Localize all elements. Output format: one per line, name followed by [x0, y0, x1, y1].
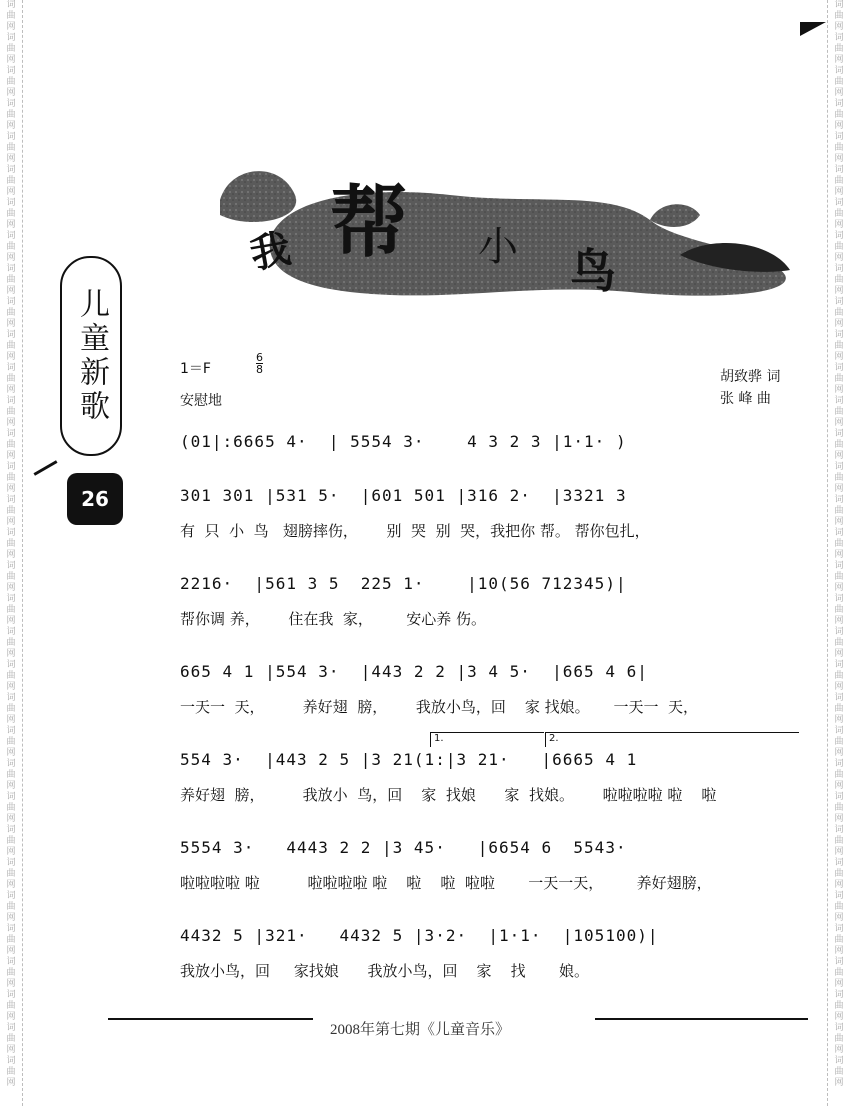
- watermark-char: 词: [6, 627, 16, 637]
- watermark-char: 网: [6, 1045, 16, 1055]
- watermark-char: 曲: [834, 902, 844, 912]
- watermark-char: 曲: [834, 473, 844, 483]
- watermark-char: 网: [6, 352, 16, 362]
- watermark-char: 网: [6, 847, 16, 857]
- watermark-char: 词: [834, 528, 844, 538]
- watermark-char: 曲: [6, 902, 16, 912]
- composer-credit: 张 峰 曲: [720, 391, 771, 407]
- watermark-char: 词: [834, 957, 844, 967]
- time-signature-bottom: 8: [256, 363, 263, 376]
- watermark-char: 词: [834, 726, 844, 736]
- watermark-char: 曲: [834, 506, 844, 516]
- watermark-char: 曲: [834, 968, 844, 978]
- score-line-6-lyrics: 啦啦啦啦 啦 啦啦啦啦 啦 啦 啦 啦啦 一天一天， 养好翅膀，: [180, 874, 712, 892]
- watermark-char: 词: [6, 792, 16, 802]
- score-line-5-notes: 554 3· |443 2 5 |3 21(1:|3 21· |6665 4 1: [180, 750, 638, 769]
- watermark-char: 词: [6, 33, 16, 43]
- score-line-4-lyrics: 一天一 天， 养好翅 膀， 我放小鸟，回 家 找娘。 一天一 天，: [180, 698, 699, 716]
- watermark-char: 词: [6, 957, 16, 967]
- title-char-1: 我: [246, 225, 295, 279]
- watermark-char: 网: [834, 517, 844, 527]
- watermark-char: 词: [834, 1056, 844, 1066]
- watermark-char: 曲: [6, 968, 16, 978]
- watermark-char: 曲: [834, 539, 844, 549]
- watermark-char: 网: [6, 484, 16, 494]
- watermark-char: 网: [6, 187, 16, 197]
- watermark-char: 网: [6, 814, 16, 824]
- watermark-char: 网: [6, 253, 16, 263]
- watermark-char: 网: [6, 385, 16, 395]
- corner-mark: [800, 22, 826, 36]
- watermark-char: 词: [834, 165, 844, 175]
- watermark-char: 网: [6, 946, 16, 956]
- watermark-char: 网: [6, 880, 16, 890]
- watermark-char: 词: [6, 66, 16, 76]
- watermark-char: 曲: [834, 605, 844, 615]
- score-line-6-notes: 5554 3· 4443 2 2 |3 45· |6654 6 5543·: [180, 838, 627, 857]
- watermark-char: 词: [6, 231, 16, 241]
- watermark-char: 词: [6, 561, 16, 571]
- watermark-char: 词: [6, 594, 16, 604]
- watermark-char: 网: [834, 418, 844, 428]
- watermark-char: 网: [6, 748, 16, 758]
- watermark-char: 网: [834, 979, 844, 989]
- watermark-char: 曲: [834, 242, 844, 252]
- watermark-char: 曲: [834, 671, 844, 681]
- watermark-char: 词: [6, 0, 16, 10]
- watermark-char: 词: [6, 330, 16, 340]
- watermark-char: 曲: [6, 836, 16, 846]
- watermark-char: 曲: [6, 935, 16, 945]
- watermark-char: 曲: [6, 473, 16, 483]
- watermark-char: 网: [6, 550, 16, 560]
- watermark-char: 网: [834, 715, 844, 725]
- watermark-char: 网: [6, 220, 16, 230]
- watermark-char: 词: [834, 660, 844, 670]
- watermark-char: 网: [6, 418, 16, 428]
- watermark-char: 词: [834, 627, 844, 637]
- watermark-char: 曲: [6, 803, 16, 813]
- watermark-char: 网: [6, 583, 16, 593]
- watermark-char: 曲: [6, 11, 16, 21]
- watermark-char: 曲: [6, 605, 16, 615]
- watermark-char: 词: [6, 297, 16, 307]
- watermark-char: 网: [6, 121, 16, 131]
- watermark-char: 词: [834, 330, 844, 340]
- watermark-char: 词: [834, 33, 844, 43]
- watermark-char: 曲: [6, 506, 16, 516]
- watermark-char: 词: [834, 429, 844, 439]
- watermark-char: 曲: [834, 1001, 844, 1011]
- score-line-7-lyrics: 我放小鸟，回 家找娘 我放小鸟，回 家 找 娘。: [180, 962, 589, 980]
- key-signature: 1＝F: [180, 361, 211, 377]
- watermark-char: 网: [6, 1012, 16, 1022]
- watermark-char: 词: [6, 264, 16, 274]
- watermark-char: 网: [834, 187, 844, 197]
- watermark-char: 网: [834, 748, 844, 758]
- watermark-char: 词: [834, 495, 844, 505]
- watermark-char: 曲: [6, 77, 16, 87]
- watermark-char: 网: [834, 121, 844, 131]
- watermark-char: 网: [6, 22, 16, 32]
- score-line-7-notes: 4432 5 |321· 4432 5 |3·2· |1·1· |105100)|: [180, 926, 659, 945]
- title-char-2: 帮: [330, 178, 409, 268]
- watermark-char: 词: [6, 99, 16, 109]
- watermark-char: 曲: [834, 704, 844, 714]
- watermark-char: 词: [6, 759, 16, 769]
- watermark-char: 词: [6, 990, 16, 1000]
- watermark-left: [0, 0, 23, 1106]
- watermark-char: 网: [834, 154, 844, 164]
- watermark-char: 词: [834, 792, 844, 802]
- watermark-char: 曲: [834, 341, 844, 351]
- watermark-char: 网: [834, 847, 844, 857]
- watermark-char: 曲: [834, 638, 844, 648]
- watermark-char: 网: [834, 352, 844, 362]
- watermark-char: 网: [834, 1078, 844, 1088]
- watermark-char: 曲: [834, 836, 844, 846]
- time-signature-top: 6: [256, 351, 263, 364]
- watermark-char: 词: [834, 759, 844, 769]
- watermark-char: 曲: [6, 869, 16, 879]
- watermark-char: 曲: [834, 440, 844, 450]
- watermark-char: 曲: [6, 1034, 16, 1044]
- title-char-3: 小: [478, 224, 518, 270]
- watermark-char: 曲: [6, 275, 16, 285]
- watermark-char: 词: [834, 462, 844, 472]
- watermark-char: 曲: [834, 308, 844, 318]
- watermark-char: 曲: [6, 341, 16, 351]
- footer-rule-left: [108, 1018, 313, 1020]
- watermark-char: 词: [6, 429, 16, 439]
- watermark-char: 网: [834, 253, 844, 263]
- watermark-char: 网: [834, 781, 844, 791]
- watermark-char: 词: [6, 363, 16, 373]
- watermark-char: 词: [834, 825, 844, 835]
- watermark-char: 网: [6, 517, 16, 527]
- watermark-char: 网: [6, 781, 16, 791]
- watermark-char: 曲: [6, 539, 16, 549]
- watermark-char: 网: [834, 88, 844, 98]
- watermark-char: 词: [6, 462, 16, 472]
- watermark-char: 曲: [834, 572, 844, 582]
- watermark-char: 词: [6, 528, 16, 538]
- watermark-char: 曲: [834, 11, 844, 21]
- watermark-char: 曲: [6, 143, 16, 153]
- watermark-char: 网: [6, 649, 16, 659]
- watermark-char: 网: [834, 616, 844, 626]
- watermark-char: 曲: [6, 44, 16, 54]
- watermark-char: 词: [834, 924, 844, 934]
- watermark-char: 词: [834, 858, 844, 868]
- watermark-char: 曲: [834, 209, 844, 219]
- watermark-char: 词: [6, 396, 16, 406]
- watermark-char: 网: [834, 1012, 844, 1022]
- title-art: [210, 160, 800, 310]
- watermark-char: 曲: [6, 737, 16, 747]
- section-label-text: 儿童新歌: [74, 288, 109, 424]
- score-line-3-lyrics: 帮你调 养， 住在我 家， 安心养 伤。: [180, 610, 487, 628]
- watermark-char: 曲: [834, 737, 844, 747]
- watermark-char: 词: [6, 858, 16, 868]
- watermark-char: 曲: [834, 407, 844, 417]
- watermark-char: 网: [834, 286, 844, 296]
- watermark-char: 网: [834, 451, 844, 461]
- watermark-char: 曲: [6, 671, 16, 681]
- watermark-char: 曲: [6, 638, 16, 648]
- watermark-char: 曲: [834, 143, 844, 153]
- watermark-char: 网: [834, 550, 844, 560]
- watermark-char: 网: [6, 1078, 16, 1088]
- watermark-char: 词: [834, 1023, 844, 1033]
- watermark-char: 曲: [6, 209, 16, 219]
- watermark-char: 网: [834, 583, 844, 593]
- watermark-right: [827, 0, 850, 1106]
- volta-1: 1.: [430, 732, 544, 747]
- watermark-char: 网: [834, 1045, 844, 1055]
- watermark-char: 词: [834, 0, 844, 10]
- watermark-char: 网: [834, 880, 844, 890]
- score-line-1-notes: (01|:6665 4· | 5554 3· 4 3 2 3 |1·1· ): [180, 432, 627, 451]
- watermark-char: 词: [834, 594, 844, 604]
- watermark-char: 曲: [834, 374, 844, 384]
- watermark-char: 词: [834, 693, 844, 703]
- watermark-char: 曲: [834, 275, 844, 285]
- watermark-char: 曲: [6, 572, 16, 582]
- score-line-2-notes: 301 301 |531 5· |601 501 |316 2· |3321 3: [180, 486, 627, 505]
- watermark-char: 词: [6, 132, 16, 142]
- watermark-char: 曲: [6, 308, 16, 318]
- watermark-char: 网: [834, 682, 844, 692]
- title-char-4: 鸟: [570, 244, 616, 298]
- watermark-char: 词: [6, 1056, 16, 1066]
- watermark-char: 网: [6, 715, 16, 725]
- watermark-char: 网: [6, 616, 16, 626]
- watermark-char: 曲: [834, 869, 844, 879]
- watermark-char: 词: [6, 165, 16, 175]
- watermark-char: 曲: [6, 110, 16, 120]
- watermark-char: 曲: [6, 176, 16, 186]
- watermark-char: 网: [6, 451, 16, 461]
- watermark-char: 网: [6, 154, 16, 164]
- watermark-char: 曲: [6, 407, 16, 417]
- time-signature: [256, 352, 263, 375]
- watermark-char: 词: [834, 264, 844, 274]
- score-line-3-notes: 2216· |561 3 5 225 1· |10(56 712345)|: [180, 574, 627, 593]
- watermark-char: 词: [834, 396, 844, 406]
- watermark-char: 曲: [834, 77, 844, 87]
- section-label: [60, 256, 122, 456]
- watermark-char: 曲: [6, 374, 16, 384]
- watermark-char: 网: [6, 319, 16, 329]
- watermark-char: 曲: [834, 176, 844, 186]
- score-line-2-lyrics: 有 只 小 鸟 翅膀摔伤， 别 哭 别 哭，我把你 帮。 帮你包扎，: [180, 522, 650, 540]
- watermark-char: 词: [834, 297, 844, 307]
- watermark-char: 曲: [834, 935, 844, 945]
- watermark-char: 词: [834, 363, 844, 373]
- watermark-char: 网: [834, 814, 844, 824]
- watermark-char: 网: [834, 385, 844, 395]
- watermark-char: 词: [6, 495, 16, 505]
- score-line-5-lyrics: 养好翅 膀， 我放小 鸟，回 家 找娘 家 找娘。 啦啦啦啦 啦 啦: [180, 786, 717, 804]
- watermark-char: 曲: [6, 1001, 16, 1011]
- watermark-char: 曲: [6, 440, 16, 450]
- watermark-char: 词: [834, 990, 844, 1000]
- watermark-char: 词: [6, 198, 16, 208]
- watermark-char: 曲: [6, 770, 16, 780]
- score-line-4-notes: 665 4 1 |554 3· |443 2 2 |3 4 5· |665 4 6|: [180, 662, 648, 681]
- watermark-char: 曲: [834, 803, 844, 813]
- watermark-char: 词: [834, 231, 844, 241]
- watermark-char: 词: [6, 1023, 16, 1033]
- watermark-char: 网: [834, 55, 844, 65]
- watermark-char: 网: [6, 979, 16, 989]
- watermark-char: 网: [6, 682, 16, 692]
- watermark-char: 网: [834, 484, 844, 494]
- watermark-char: 网: [6, 286, 16, 296]
- watermark-char: 网: [834, 913, 844, 923]
- watermark-char: 词: [6, 891, 16, 901]
- lyricist-credit: 胡致骅 词: [720, 369, 781, 385]
- watermark-char: 词: [834, 891, 844, 901]
- watermark-char: 网: [834, 22, 844, 32]
- watermark-char: 曲: [834, 1034, 844, 1044]
- watermark-char: 曲: [834, 1067, 844, 1077]
- watermark-char: 网: [834, 946, 844, 956]
- watermark-char: 网: [6, 55, 16, 65]
- tempo-marking: 安慰地: [180, 393, 222, 409]
- watermark-char: 词: [6, 660, 16, 670]
- watermark-char: 曲: [834, 770, 844, 780]
- watermark-char: 曲: [6, 1067, 16, 1077]
- watermark-char: 词: [834, 561, 844, 571]
- watermark-char: 网: [834, 220, 844, 230]
- watermark-char: 网: [834, 319, 844, 329]
- watermark-char: 词: [834, 66, 844, 76]
- watermark-char: 词: [6, 825, 16, 835]
- watermark-char: 词: [834, 132, 844, 142]
- watermark-char: 网: [6, 88, 16, 98]
- watermark-char: 词: [834, 198, 844, 208]
- watermark-char: 词: [6, 726, 16, 736]
- volta-2: 2.: [545, 732, 799, 747]
- tick-mark: [33, 460, 57, 476]
- watermark-char: 曲: [834, 110, 844, 120]
- watermark-char: 词: [834, 99, 844, 109]
- page-number-badge: 26: [67, 473, 123, 525]
- watermark-char: 曲: [6, 704, 16, 714]
- watermark-char: 曲: [834, 44, 844, 54]
- watermark-char: 网: [6, 913, 16, 923]
- watermark-char: 网: [834, 649, 844, 659]
- watermark-char: 曲: [6, 242, 16, 252]
- watermark-char: 词: [6, 693, 16, 703]
- watermark-char: 词: [6, 924, 16, 934]
- footer-rule-right: [595, 1018, 808, 1020]
- footer-source: 2008年第七期《儿童音乐》: [330, 1022, 511, 1038]
